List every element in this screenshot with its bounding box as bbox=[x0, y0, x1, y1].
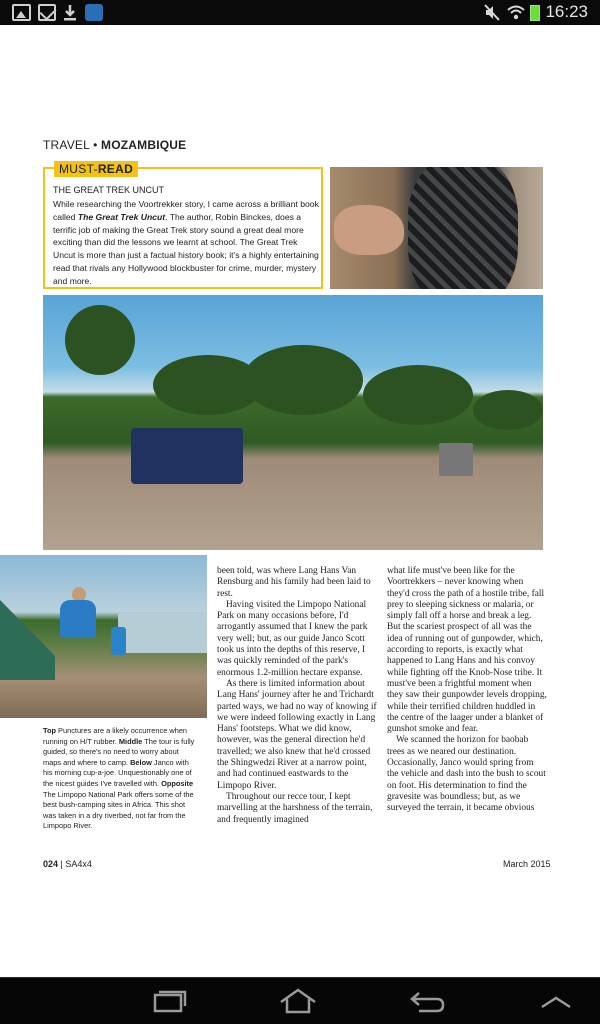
footer-divider: | bbox=[58, 859, 66, 869]
caption-text-opposite: The Limpopo National Park offers some of the best bush-camping sites in Africa. This shot was taken in a dry riverbed, not far from the Limpopo River. bbox=[43, 789, 194, 831]
home-icon[interactable] bbox=[276, 987, 320, 1015]
article-column-1 bbox=[217, 566, 377, 826]
vehicle-shape bbox=[131, 428, 243, 484]
section-header bbox=[43, 138, 186, 152]
book-name: The Great Trek Uncut bbox=[77, 211, 166, 222]
clock: 16:23 bbox=[545, 2, 588, 21]
section-separator: • bbox=[89, 138, 102, 152]
browser-icon bbox=[85, 4, 103, 21]
campsite-photo bbox=[0, 555, 207, 718]
tyre-tread-shape bbox=[408, 167, 518, 289]
issue-date: March 2015 bbox=[503, 859, 551, 869]
menu-icon[interactable] bbox=[534, 987, 578, 1015]
magazine-page bbox=[0, 25, 600, 977]
paragraph: what life must've been like for the Voortrekkers – never knowing when they'd cross the path of a hostile tribe, fall prey to sleeping sickness or malaria, or simply fall off a horse and break a leg. But the scariest prospect of all was the idea of running out of gunpowder, which, according to reports, is exactly what happened to Lang Hans and his convoy while fighting off the Knob-Nose tribe. It must've been a frightful moment when they saw their gunpowder levels dropping, while their terrified children huddled in the centre of the laager under a blanket of gunshot smoke and fear. bbox=[387, 566, 547, 735]
photo-caption bbox=[43, 726, 195, 832]
status-bar bbox=[0, 0, 600, 25]
battery-icon bbox=[530, 5, 540, 21]
tree-shape bbox=[363, 365, 473, 425]
tent-shape bbox=[0, 600, 55, 680]
wifi-icon bbox=[507, 4, 525, 21]
caption-text-middle: The tour is fully guided, so there's no need to worry about maps and where to camp. bbox=[43, 736, 195, 767]
tree-shape bbox=[65, 305, 135, 375]
caption-label-middle: Middle bbox=[118, 736, 143, 746]
tree-shape bbox=[473, 390, 543, 430]
tree-shape bbox=[243, 345, 363, 415]
caption-text-below: Janco with his morning cup-a-joe. Unquestionably one of the nicest guides I've travelled with. bbox=[43, 757, 192, 788]
must-read-body bbox=[53, 198, 321, 288]
page-number: 024 bbox=[43, 859, 59, 869]
gallery-icon bbox=[12, 4, 31, 21]
publication-name: SA4x4 bbox=[65, 859, 92, 869]
paragraph: As there is limited information about Lang Hans' journey after he and Trichardt parted ways, we had no way of knowing if we were indeed following exactly in Lang Hans' footsteps. What we did know, however, was the general direction he'd travelled; we also knew that he'd crossed the Shingwedzi River at a narrow point, and had continued eastwards to the Limpopo River. bbox=[217, 678, 377, 791]
riverbed-landscape-photo bbox=[43, 295, 543, 550]
page-footer-left bbox=[43, 859, 92, 869]
must-read-tag bbox=[54, 161, 138, 177]
section-label: TRAVEL bbox=[43, 138, 90, 152]
download-icon bbox=[63, 4, 77, 21]
section-location: MOZAMBIQUE bbox=[101, 138, 187, 152]
caption-label-top: Top bbox=[43, 726, 56, 735]
must-read-text-2: . The author, Robin Binckes, does a terrific job of making the Great Trek story sound a great deal more exciting than did the lessons we learnt at school. The Great Trek Uncut is more than just a factual history book; it's a highly entertaining read that rivals any Hollywood blockbuster for crime, murder, mystery and more. bbox=[53, 211, 319, 286]
book-heading: THE GREAT TREK UNCUT bbox=[53, 185, 165, 195]
trailer-shape bbox=[439, 443, 473, 476]
mail-icon bbox=[38, 4, 56, 21]
must-read-tag-light: MUST- bbox=[59, 162, 98, 176]
gas-stove-shape bbox=[111, 627, 126, 655]
caption-text-top: Punctures are a likely occurrence when running on H/T rubber. bbox=[43, 726, 188, 746]
caption-label-opposite: Opposite bbox=[161, 778, 194, 788]
must-read-text-1: While researching the Voortrekker story, I came across a brilliant book called bbox=[53, 199, 319, 222]
hand-shape bbox=[334, 205, 404, 255]
caption-label-below: Below bbox=[130, 757, 152, 767]
paragraph: Having visited the Limpopo National Park on many occasions before, I'd arrogantly assumed that I knew the park very well; but, as our guide Janco Scott took us into the depths of this reserve, I was quickly reminded of the park's enormous 1.2-million hectare expanse. bbox=[217, 599, 368, 678]
paragraph: Throughout our recce tour, I kept marvelling at the harshness of the terrain, and frequently imagined bbox=[217, 791, 373, 825]
must-read-tag-bold: READ bbox=[97, 162, 134, 176]
tyre-photo bbox=[330, 167, 543, 289]
back-icon[interactable] bbox=[405, 987, 449, 1015]
mute-icon bbox=[484, 4, 500, 21]
person-shape bbox=[60, 600, 96, 638]
paragraph: We scanned the horizon for baobab trees as we neared our destination. Occasionally, Janco would spring from the vehicle and dash into the bush to scout on foot. His determination to find the gravesite was boundless; but, as we surveyed the terrain, it became obvious bbox=[387, 735, 546, 814]
must-read-box bbox=[43, 162, 323, 289]
recent-apps-icon[interactable] bbox=[148, 987, 192, 1015]
navigation-bar bbox=[0, 977, 600, 1024]
paragraph: been told, was where Lang Hans Van Rensburg and his family had been laid to rest. bbox=[217, 566, 371, 599]
river-shape bbox=[118, 613, 207, 653]
article-column-2 bbox=[387, 566, 547, 815]
